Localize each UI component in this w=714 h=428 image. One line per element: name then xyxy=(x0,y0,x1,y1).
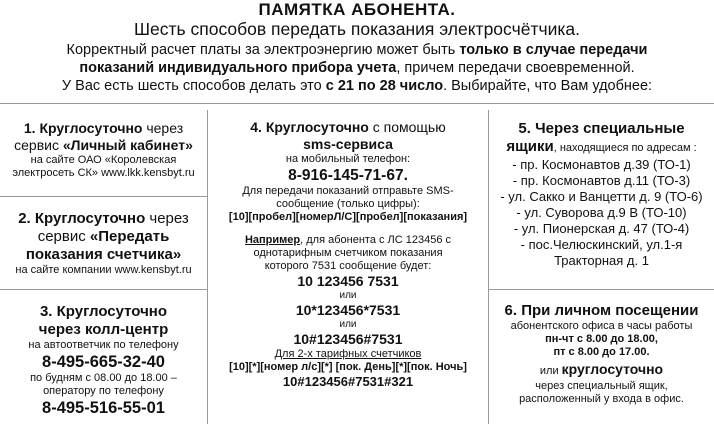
intro-text: У Вас есть шесть способов делать это xyxy=(61,78,326,94)
method-4-phone: 8-916-145-71-67. xyxy=(288,167,408,184)
method-3-text: оператору по телефону xyxy=(43,385,164,397)
method-2-number: 2. Круглосуточно xyxy=(18,210,146,227)
method-6-hours: пт с 8.00 до 17.00. xyxy=(553,346,650,358)
method-6-text: абонентского офиса в часы работы xyxy=(510,320,693,332)
method-2-text: через xyxy=(145,210,189,227)
address-item: Тракторная д. 1 xyxy=(554,253,649,268)
method-4-text: Для передачи показаний отправьте SMS- xyxy=(242,185,454,197)
row-divider xyxy=(489,289,714,290)
address-item: - пос.Челюскинский, ул.1-я xyxy=(520,237,683,252)
method-4-example-label: Например xyxy=(244,234,301,246)
method-2-service: «Передать xyxy=(89,228,170,245)
method-4-code: 10 123456 7531 xyxy=(297,273,399,289)
method-1-service-line xyxy=(0,137,207,154)
method-1-url: электросеть СК» www.lkk.kensbyt.ru xyxy=(12,167,195,179)
method-4-text: однотарифным счетчиком показания xyxy=(253,247,443,259)
method-4-text: с помощью xyxy=(368,119,446,135)
method-5-heading: 5. Через специальные xyxy=(518,120,685,137)
method-4-code: 10#123456#7531 xyxy=(293,331,403,347)
page-title: ПАМЯТКА АБОНЕНТА. xyxy=(258,0,456,19)
date-range: с 21 по 28 число xyxy=(325,78,444,94)
intro-emphasis: только в случае передачи xyxy=(459,42,648,58)
header-divider xyxy=(0,103,714,104)
page-subtitle: Шесть способов передать показания электросчётчика. xyxy=(133,19,580,39)
intro-emphasis: показаний индивидуального прибора учета xyxy=(79,60,397,76)
method-4-or: или xyxy=(339,319,357,330)
method-5-card xyxy=(489,120,714,269)
method-5-text: , находящиеся по адресам : xyxy=(553,142,697,154)
method-3-heading: через колл-центр xyxy=(38,321,169,338)
method-1-card xyxy=(0,120,207,180)
intro-line-1 xyxy=(0,42,714,58)
method-4-or: или xyxy=(339,290,357,301)
method-3-card xyxy=(0,303,207,418)
method-2-text: сервис xyxy=(37,228,90,245)
method-6-card xyxy=(489,302,714,406)
method-4-heading xyxy=(208,119,488,136)
method-4-code: 10*123456*7531 xyxy=(295,302,401,318)
method-6-heading: 6. При личном посещении xyxy=(504,302,699,319)
intro-text: , причем передачи своевременной. xyxy=(396,60,635,76)
method-1-service: «Личный кабинет» xyxy=(62,137,193,153)
method-4-code: 10#123456#7531#321 xyxy=(282,374,414,389)
intro-text: . Выбирайте, что Вам удобнее: xyxy=(443,78,653,94)
method-6-text: или xyxy=(539,365,562,377)
method-1-number: 1. Круглосуточно xyxy=(23,120,143,136)
method-4-example xyxy=(208,234,488,247)
address-item: - ул. Пионерская д. 47 (ТО-4) xyxy=(513,221,690,236)
method-2-heading xyxy=(0,210,207,228)
method-5-heading-text: ящики xyxy=(506,138,554,155)
address-item: - пр. Космонавтов д.11 (ТО-3) xyxy=(512,173,691,188)
address-item: - ул. Суворова д.9 В (ТО-10) xyxy=(516,205,687,220)
method-6-text: расположенный у входа в офис. xyxy=(519,393,684,405)
method-1-site: на сайте ОАО «Королевская xyxy=(30,154,177,166)
method-2-service-line xyxy=(0,228,207,246)
method-3-text: на автоответчик по телефону xyxy=(28,339,179,351)
method-6-hours: пн-чт с 8.00 до 18.00, xyxy=(545,333,658,345)
method-4-text: которого 7531 сообщение будет: xyxy=(264,260,432,272)
address-item: - ул. Сакко и Ванцетти д. 9 (ТО-6) xyxy=(500,189,703,204)
method-4-number: 4. Круглосуточно xyxy=(250,119,369,135)
method-4-text: сообщение (только цифры): xyxy=(276,198,420,210)
method-2-card xyxy=(0,210,207,277)
method-2-service: показания счетчика» xyxy=(25,246,182,263)
method-6-round-clock: круглосуточно xyxy=(561,361,664,377)
method-3-phone: 8-495-665-32-40 xyxy=(42,353,165,371)
method-3-phone: 8-495-516-55-01 xyxy=(42,399,165,417)
intro-line-2 xyxy=(0,60,714,76)
method-4-format: [10][*][номер л/с][*] [пок. День][*][пок. Ночь] xyxy=(229,361,467,373)
method-4-text: на мобильный телефон: xyxy=(285,153,411,165)
method-3-heading: 3. Круглосуточно xyxy=(39,303,168,320)
method-6-text: через специальный ящик, xyxy=(535,380,668,392)
method-4-format: [10][пробел][номерЛ/С][пробел][показания] xyxy=(228,211,468,223)
method-1-text: через xyxy=(142,120,184,136)
row-divider xyxy=(0,196,207,197)
method-4-sms: sms-сервиса xyxy=(303,136,393,152)
method-1-text: сервис xyxy=(14,137,63,153)
method-2-url: на сайте компании www.kensbyt.ru xyxy=(15,264,192,276)
intro-line-3 xyxy=(0,78,714,94)
method-3-text: по будням с 08.00 до 18.00 – xyxy=(30,372,177,384)
address-item: - пр. Космонавтов д.39 (ТО-1) xyxy=(512,157,691,172)
method-5-heading xyxy=(489,138,714,157)
method-1-heading xyxy=(0,120,207,137)
intro-text: Корректный расчет платы за электроэнергию может быть xyxy=(66,42,460,58)
row-divider xyxy=(0,289,207,290)
method-4-two-tariff: Для 2-х тарифных счетчиков xyxy=(274,348,422,360)
method-6-alt xyxy=(489,361,714,380)
method-4-text: , для абонента с ЛС 123456 с xyxy=(300,234,452,246)
method-4-card xyxy=(208,119,488,390)
